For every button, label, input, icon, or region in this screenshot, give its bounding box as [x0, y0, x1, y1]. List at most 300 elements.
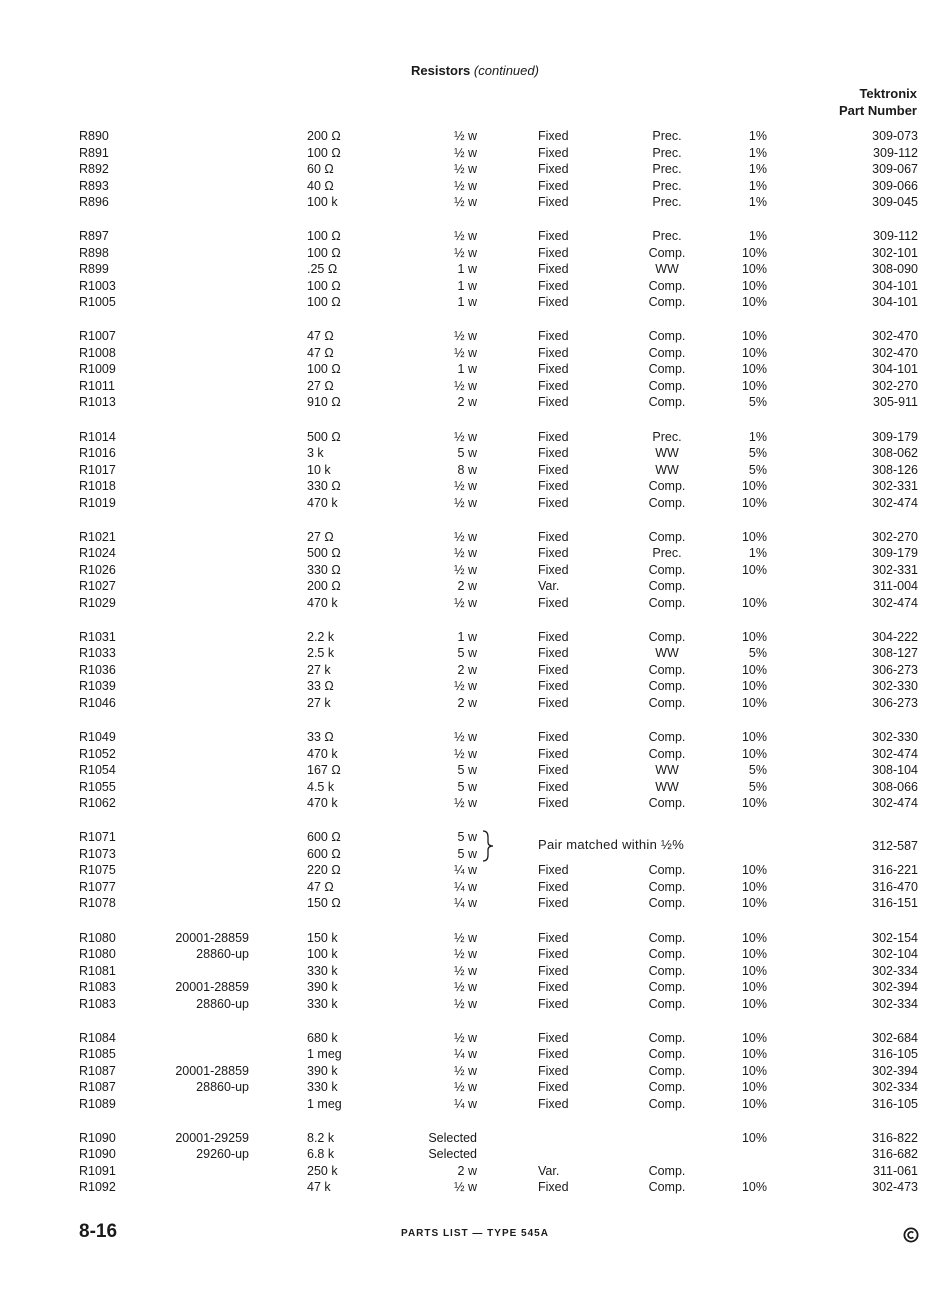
table-row [0, 1130, 950, 1147]
table-row [0, 746, 950, 763]
cell-value: 2.5 k [307, 646, 335, 661]
cell-value: 680 k [307, 1030, 338, 1045]
cell-comp: Prec. [652, 129, 682, 143]
cell-type: Fixed [538, 562, 569, 577]
cell-pn: 309-067 [872, 162, 918, 176]
cell-ref: R1009 [79, 362, 116, 377]
cell-ref: R896 [79, 195, 109, 209]
cell-pn: 302-334 [872, 963, 918, 978]
cell-comp: Comp. [648, 796, 686, 811]
cell-type: Fixed [538, 629, 569, 644]
cell-ref: R1014 [79, 429, 116, 444]
cell-comp: Comp. [648, 662, 686, 677]
cell-tol: 5% [748, 395, 767, 410]
cell-serial: 20001-29259 [175, 1130, 249, 1145]
cell-type: Fixed [538, 980, 569, 994]
cell-ref: R1031 [79, 629, 116, 644]
cell-tol: 10% [741, 362, 767, 377]
table-row [0, 595, 950, 612]
cell-type: Fixed [538, 695, 569, 710]
cell-ref: R898 [79, 245, 109, 260]
cell-ref: R1075 [79, 863, 116, 878]
cell-tol: 10% [741, 529, 767, 544]
cell-ref: R1077 [79, 879, 116, 894]
cell-value: 330 k [307, 963, 338, 978]
cell-watt: 2 w [457, 579, 477, 594]
cell-pn: 304-222 [872, 629, 918, 644]
cell-type: Fixed [538, 145, 569, 160]
copyright-icon [903, 1227, 919, 1243]
cell-type: Fixed [538, 262, 569, 277]
parts-group [0, 729, 950, 812]
cell-tol: 10% [741, 863, 767, 878]
cell-watt: ½ w [454, 1080, 477, 1095]
cell-pn: 316-822 [872, 1130, 918, 1145]
cell-type: Fixed [538, 1180, 569, 1195]
cell-pn: 302-394 [872, 980, 918, 994]
cell-type: Fixed [538, 162, 569, 176]
title-suffix: (continued) [473, 63, 539, 78]
cell-value: 330 Ω [307, 479, 341, 494]
cell-pn: 302-101 [872, 245, 918, 260]
cell-tol: 10% [741, 879, 767, 894]
cell-value: 33 Ω [307, 679, 334, 694]
cell-watt: ½ w [454, 546, 477, 561]
cell-ref: R1083 [79, 996, 116, 1011]
cell-type: Fixed [538, 679, 569, 694]
cell-ref: R1085 [79, 1047, 116, 1062]
cell-watt: ½ w [454, 679, 477, 694]
table-row [0, 194, 950, 211]
page-title [0, 63, 950, 78]
cell-watt: ½ w [454, 996, 477, 1011]
table-row [0, 795, 950, 812]
table-row [0, 562, 950, 579]
cell-ref: R1018 [79, 479, 116, 494]
cell-watt: ½ w [454, 229, 477, 244]
cell-comp: WW [655, 262, 679, 277]
cell-value: 330 k [307, 996, 338, 1011]
cell-value: 150 k [307, 930, 338, 945]
cell-watt: ½ w [454, 195, 477, 209]
cell-ref: R899 [79, 262, 109, 277]
cell-tol: 1% [748, 178, 767, 193]
table-row [0, 1079, 950, 1096]
cell-tol: 10% [741, 345, 767, 360]
cell-comp: Prec. [652, 229, 682, 244]
cell-value: 27 Ω [307, 378, 334, 393]
cell-tol: 10% [741, 1180, 767, 1195]
table-row [0, 895, 950, 912]
cell-comp: Comp. [648, 329, 686, 344]
cell-tol: 1% [748, 546, 767, 561]
cell-tol: 10% [741, 562, 767, 577]
cell-comp: Prec. [652, 429, 682, 444]
cell-value: 470 k [307, 796, 338, 811]
cell-tol: 10% [741, 1080, 767, 1095]
cell-pn: 306-273 [872, 662, 918, 677]
cell-watt: 2 w [457, 662, 477, 677]
cell-tol: 10% [741, 730, 767, 745]
cell-value: 6.8 k [307, 1147, 335, 1162]
table-row [0, 946, 950, 963]
cell-pn: 304-101 [872, 278, 918, 293]
cell-comp: Comp. [648, 1047, 686, 1062]
cell-comp: Comp. [648, 1096, 686, 1111]
cell-tol: 10% [741, 495, 767, 510]
cell-watt: ½ w [454, 429, 477, 444]
cell-watt: ½ w [454, 162, 477, 176]
cell-ref: R1008 [79, 345, 116, 360]
table-row [0, 762, 950, 779]
cell-type: Fixed [538, 646, 569, 661]
table-row [0, 829, 950, 846]
table-row [0, 779, 950, 796]
parts-group [0, 128, 950, 211]
cell-value: 910 Ω [307, 395, 341, 410]
cell-type: Fixed [538, 345, 569, 360]
cell-tol: 10% [741, 278, 767, 293]
cell-pn: 309-179 [872, 546, 918, 561]
cell-watt: ½ w [454, 529, 477, 544]
cell-watt: ½ w [454, 562, 477, 577]
cell-type: Fixed [538, 446, 569, 461]
table-row [0, 245, 950, 262]
cell-watt: Selected [428, 1130, 477, 1145]
table-row [0, 578, 950, 595]
cell-comp: Comp. [648, 362, 686, 377]
cell-type: Fixed [538, 495, 569, 510]
cell-watt: ½ w [454, 479, 477, 494]
cell-type: Fixed [538, 1047, 569, 1062]
cell-pn: 302-470 [872, 329, 918, 344]
cell-pn: 302-394 [872, 1063, 918, 1078]
cell-serial: 28860-up [196, 996, 249, 1011]
cell-comp: Prec. [652, 178, 682, 193]
cell-pn: 308-126 [872, 462, 918, 477]
cell-ref: R1039 [79, 679, 116, 694]
cell-type: Fixed [538, 462, 569, 477]
cell-type: Fixed [538, 129, 569, 143]
table-row [0, 662, 950, 679]
cell-pn: 302-154 [872, 930, 918, 945]
cell-watt: ½ w [454, 980, 477, 994]
cell-pn: 309-045 [872, 195, 918, 209]
cell-comp: Comp. [648, 529, 686, 544]
cell-tol: 5% [748, 763, 767, 778]
cell-watt: 5 w [457, 763, 477, 778]
table-row [0, 846, 950, 863]
cell-value: 150 Ω [307, 896, 341, 911]
cell-pn: 304-101 [872, 295, 918, 310]
table-row [0, 495, 950, 512]
cell-comp: Prec. [652, 162, 682, 176]
cell-comp: WW [655, 462, 679, 477]
cell-tol: 1% [748, 162, 767, 176]
cell-type: Fixed [538, 529, 569, 544]
cell-pn: 309-112 [873, 145, 918, 160]
cell-value: 500 Ω [307, 429, 341, 444]
cell-ref: R1087 [79, 1080, 116, 1095]
cell-type: Fixed [538, 896, 569, 911]
cell-watt: 1 w [457, 362, 477, 377]
cell-tol: 10% [741, 980, 767, 994]
cell-type: Fixed [538, 546, 569, 561]
cell-watt: ¼ w [454, 1096, 477, 1111]
cell-comp: WW [655, 763, 679, 778]
cell-comp: Comp. [648, 278, 686, 293]
cell-ref: R1024 [79, 546, 116, 561]
cell-value: 500 Ω [307, 546, 341, 561]
table-row [0, 445, 950, 462]
page-number: 8-16 [79, 1221, 118, 1242]
cell-ref: R1089 [79, 1096, 116, 1111]
cell-type: Fixed [538, 329, 569, 344]
cell-comp: Comp. [648, 1030, 686, 1045]
table-row [0, 345, 950, 362]
cell-ref: R1017 [79, 462, 116, 477]
cell-value: 100 k [307, 195, 338, 209]
cell-pn: 309-179 [872, 429, 918, 444]
cell-value: 27 k [307, 695, 331, 710]
table-row [0, 963, 950, 980]
cell-value: 100 Ω [307, 145, 341, 160]
cell-pn: 302-334 [872, 996, 918, 1011]
cell-pn: 302-474 [872, 796, 918, 811]
cell-type: Fixed [538, 1096, 569, 1111]
cell-watt: ½ w [454, 495, 477, 510]
parts-group [0, 1130, 950, 1196]
cell-value: 100 k [307, 947, 338, 961]
cell-comp: Comp. [648, 947, 686, 961]
cell-comp: Comp. [648, 746, 686, 761]
cell-watt: 5 w [457, 446, 477, 461]
cell-tol: 10% [741, 262, 767, 277]
cell-pn: 308-104 [872, 763, 918, 778]
cell-serial: 29260-up [196, 1147, 249, 1162]
cell-value: 27 k [307, 662, 331, 677]
cell-watt: ½ w [454, 796, 477, 811]
cell-ref: R893 [79, 178, 109, 193]
cell-tol: 10% [741, 796, 767, 811]
cell-comp: Comp. [648, 963, 686, 978]
cell-value: 47 Ω [307, 345, 334, 360]
table-row [0, 178, 950, 195]
cell-comp: Comp. [648, 579, 686, 594]
cell-watt: ½ w [454, 178, 477, 193]
parts-group [0, 629, 950, 712]
cell-ref: R1046 [79, 695, 116, 710]
parts-group [0, 228, 950, 311]
cell-ref: R891 [79, 145, 109, 160]
cell-type: Fixed [538, 362, 569, 377]
cell-value: 600 Ω [307, 830, 341, 845]
cell-tol: 1% [748, 229, 767, 244]
cell-ref: R1021 [79, 529, 116, 544]
cell-ref: R1013 [79, 395, 116, 410]
cell-pn: 302-473 [872, 1180, 918, 1195]
table-row [0, 1063, 950, 1080]
cell-comp: Comp. [648, 1063, 686, 1078]
cell-tol: 10% [741, 1030, 767, 1045]
cell-type: Fixed [538, 595, 569, 610]
cell-type: Fixed [538, 195, 569, 209]
cell-type: Fixed [538, 429, 569, 444]
cell-ref: R1011 [79, 378, 115, 393]
cell-comp: Comp. [648, 930, 686, 945]
parts-group [0, 328, 950, 411]
parts-table [0, 128, 950, 1214]
table-row [0, 128, 950, 145]
cell-type: Fixed [538, 278, 569, 293]
cell-tol: 10% [741, 930, 767, 945]
cell-pn: 304-101 [872, 362, 918, 377]
parts-group [0, 529, 950, 612]
cell-value: 2.2 k [307, 629, 335, 644]
cell-watt: 2 w [457, 1163, 477, 1178]
cell-tol: 1% [748, 195, 767, 209]
cell-tol: 10% [741, 1096, 767, 1111]
cell-comp: Comp. [648, 980, 686, 994]
cell-type: Fixed [538, 662, 569, 677]
cell-tol: 10% [741, 378, 767, 393]
cell-comp: Comp. [648, 730, 686, 745]
cell-value: 470 k [307, 495, 338, 510]
parts-group [0, 1030, 950, 1113]
cell-watt: 1 w [457, 278, 477, 293]
cell-watt: ¼ w [454, 863, 477, 878]
cell-type: Var. [538, 1163, 560, 1178]
cell-type: Fixed [538, 1063, 569, 1078]
table-row [0, 678, 950, 695]
cell-tol: 1% [748, 145, 767, 160]
cell-value: 60 Ω [307, 162, 334, 176]
cell-tol: 10% [741, 595, 767, 610]
cell-ref: R1078 [79, 896, 116, 911]
table-row [0, 1146, 950, 1163]
cell-ref: R1007 [79, 329, 116, 344]
cell-watt: 2 w [457, 395, 477, 410]
cell-value: 10 k [307, 462, 331, 477]
table-row [0, 429, 950, 446]
table-row [0, 161, 950, 178]
cell-pn: 302-330 [872, 730, 918, 745]
cell-value: 1 meg [307, 1047, 342, 1062]
cell-value: 8.2 k [307, 1130, 335, 1145]
table-row [0, 1030, 950, 1047]
cell-pn: 308-062 [872, 446, 918, 461]
cell-type: Fixed [538, 479, 569, 494]
cell-ref: R890 [79, 129, 109, 143]
cell-watt: ½ w [454, 129, 477, 143]
cell-watt: 8 w [457, 462, 477, 477]
cell-ref: R1092 [79, 1180, 116, 1195]
cell-pn: 302-270 [872, 529, 918, 544]
cell-watt: ½ w [454, 963, 477, 978]
cell-pn: 316-221 [872, 863, 918, 878]
cell-comp: Comp. [648, 695, 686, 710]
cell-value: 3 k [307, 446, 324, 461]
cell-value: 600 Ω [307, 846, 341, 861]
table-row [0, 1179, 950, 1196]
cell-comp: WW [655, 646, 679, 661]
cell-serial: 28860-up [196, 1080, 249, 1095]
cell-pn: 308-066 [872, 779, 918, 794]
cell-watt: ½ w [454, 145, 477, 160]
table-row [0, 862, 950, 879]
cell-tol: 10% [741, 1130, 767, 1145]
cell-value: 470 k [307, 595, 338, 610]
cell-watt: ½ w [454, 1063, 477, 1078]
cell-pn: 302-474 [872, 495, 918, 510]
cell-pn: 302-334 [872, 1080, 918, 1095]
table-row [0, 529, 950, 546]
cell-watt: ½ w [454, 930, 477, 945]
cell-value: 330 k [307, 1080, 338, 1095]
cell-watt: ½ w [454, 947, 477, 961]
cell-tol: 10% [741, 479, 767, 494]
cell-pn: 316-470 [872, 879, 918, 894]
cell-watt: 2 w [457, 695, 477, 710]
table-row [0, 462, 950, 479]
cell-ref: R1090 [79, 1130, 116, 1145]
cell-type: Fixed [538, 947, 569, 961]
cell-watt: Selected [428, 1147, 477, 1162]
cell-ref: R1019 [79, 495, 116, 510]
cell-type: Fixed [538, 746, 569, 761]
cell-pn: 309-073 [872, 129, 918, 143]
cell-pn: 302-331 [872, 479, 918, 494]
cell-watt: 5 w [457, 779, 477, 794]
cell-ref: R1026 [79, 562, 116, 577]
cell-watt: 5 w [457, 646, 477, 661]
cell-tol: 1% [748, 429, 767, 444]
cell-watt: 5 w [457, 830, 477, 845]
cell-type: Fixed [538, 245, 569, 260]
cell-pn: 309-112 [873, 229, 918, 244]
cell-type: Fixed [538, 229, 569, 244]
cell-watt: ½ w [454, 746, 477, 761]
cell-comp: Comp. [648, 345, 686, 360]
cell-type: Fixed [538, 730, 569, 745]
cell-comp: Prec. [652, 195, 682, 209]
cell-ref: R1005 [79, 295, 116, 310]
table-row [0, 996, 950, 1013]
table-row [0, 545, 950, 562]
cell-pn: 308-127 [872, 646, 918, 661]
column-heading-line-1: Tektronix [859, 86, 917, 101]
cell-pn: 311-004 [873, 579, 918, 594]
cell-type: Fixed [538, 1030, 569, 1045]
cell-tol: 1% [748, 129, 767, 143]
cell-pn: 302-330 [872, 679, 918, 694]
cell-value: 47 Ω [307, 329, 334, 344]
cell-tol: 10% [741, 629, 767, 644]
cell-serial: 20001-28859 [175, 980, 249, 994]
cell-tol: 10% [741, 329, 767, 344]
cell-comp: Comp. [648, 495, 686, 510]
cell-tol: 10% [741, 947, 767, 961]
cell-ref: R1027 [79, 579, 116, 594]
cell-watt: ½ w [454, 245, 477, 260]
cell-serial: 20001-28859 [175, 930, 249, 945]
cell-pn: 302-104 [872, 947, 918, 961]
cell-value: 390 k [307, 1063, 338, 1078]
cell-watt: 1 w [457, 629, 477, 644]
cell-ref: R1084 [79, 1030, 116, 1045]
cell-value: 100 Ω [307, 245, 341, 260]
matched-pair-brace [481, 829, 495, 863]
